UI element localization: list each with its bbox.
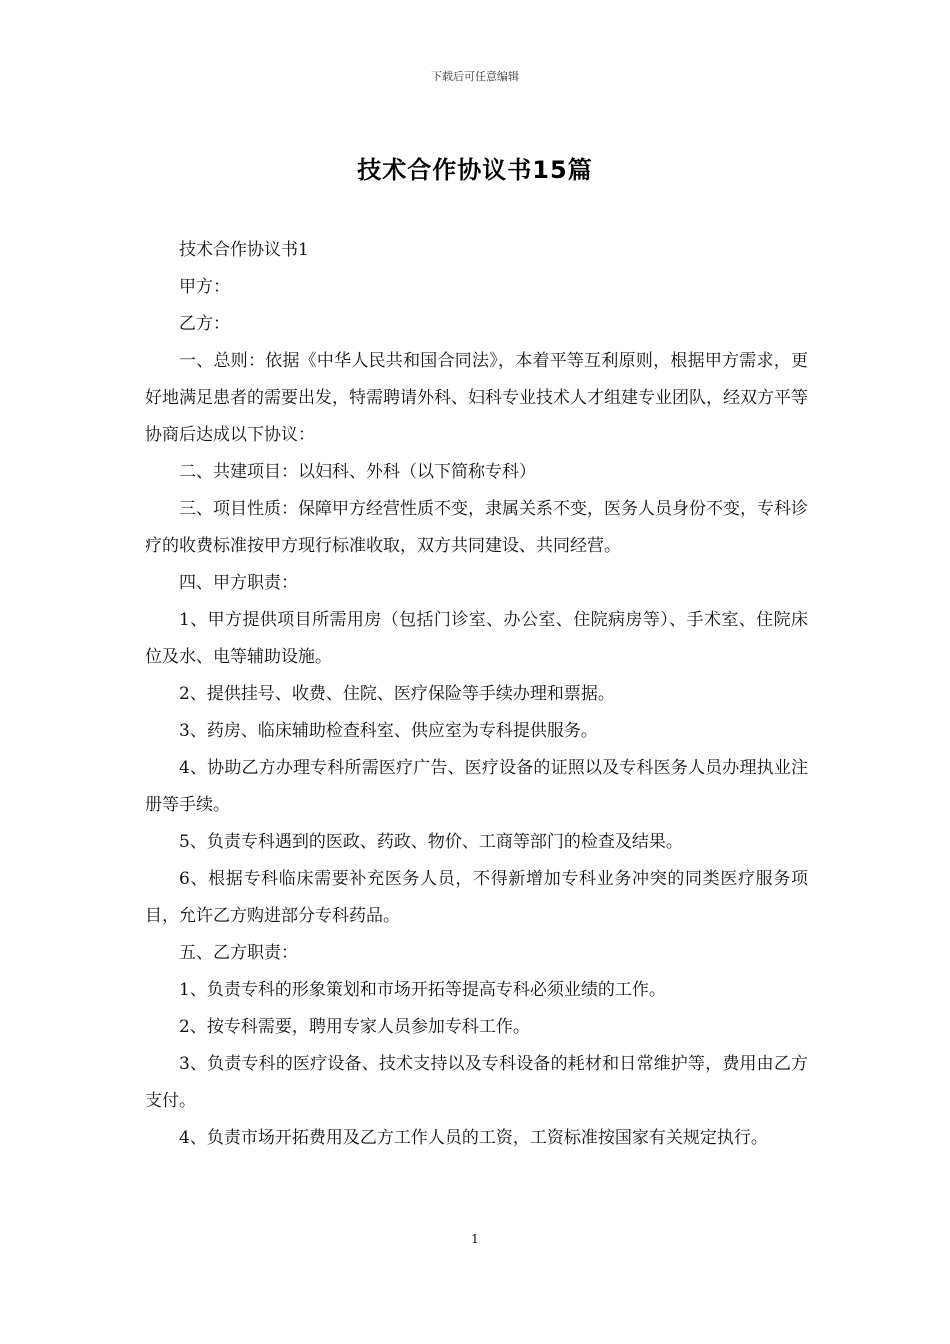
paragraph-party-a-duties-heading: 四、甲方职责： — [179, 573, 298, 593]
paragraph-party-a-duty-2: 2、提供挂号、收费、住院、医疗保险等手续办理和票据。 — [179, 684, 615, 704]
paragraph-subtitle: 技术合作协议书1 — [179, 240, 309, 260]
paragraph-party-a-duty-5: 5、负责专科遇到的医政、药政、物价、工商等部门的检查及结果。 — [179, 832, 683, 852]
paragraph-general: 一、总则：依据《中华人民共和国合同法》，本着平等互利原则，根据甲方需求，更好地满足患者的需要出发，特需聘请外科、妇科专业技术人才组建专业团队，经双方平等协商后达成以下协议： — [145, 351, 808, 445]
paragraph-party-b-duty-4: 4、负责市场开拓费用及乙方工作人员的工资，工资标准按国家有关规定执行。 — [179, 1128, 768, 1148]
paragraph-party-b: 乙方： — [179, 314, 230, 334]
paragraph-nature: 三、项目性质：保障甲方经营性质不变，隶属关系不变，医务人员身份不变，专科诊疗的收费标准按甲方现行标准收取，双方共同建设、共同经营。 — [145, 499, 808, 556]
paragraph-party-b-duties-heading: 五、乙方职责： — [179, 943, 298, 963]
paragraph-party-a-duty-6: 6、根据专科临床需要补充医务人员，不得新增加专科业务冲突的同类医疗服务项目，允许乙方购进部分专科药品。 — [145, 869, 808, 926]
header-note: 下载后可任意编辑 — [431, 70, 519, 83]
document-body — [145, 232, 808, 1157]
paragraph-party-b-duty-1: 1、负责专科的形象策划和市场开拓等提高专科必须业绩的工作。 — [179, 980, 666, 1000]
paragraph-party-a: 甲方： — [179, 277, 230, 297]
document-title: 技术合作协议书15篇 — [357, 156, 593, 184]
paragraph-party-b-duty-2: 2、按专科需要，聘用专家人员参加专科工作。 — [179, 1017, 530, 1037]
page-number: 1 — [471, 1232, 479, 1246]
paragraph-party-b-duty-3: 3、负责专科的医疗设备、技术支持以及专科设备的耗材和日常维护等，费用由乙方支付。 — [145, 1054, 808, 1111]
paragraph-party-a-duty-4: 4、协助乙方办理专科所需医疗广告、医疗设备的证照以及专科医务人员办理执业注册等手续。 — [145, 758, 808, 815]
paragraph-project: 二、共建项目：以妇科、外科（以下简称专科） — [179, 462, 536, 482]
paragraph-party-a-duty-3: 3、药房、临床辅助检查科室、供应室为专科提供服务。 — [179, 721, 598, 741]
paragraph-party-a-duty-1: 1、甲方提供项目所需用房（包括门诊室、办公室、住院病房等）、手术室、住院床位及水、电等辅助设施。 — [145, 610, 808, 667]
